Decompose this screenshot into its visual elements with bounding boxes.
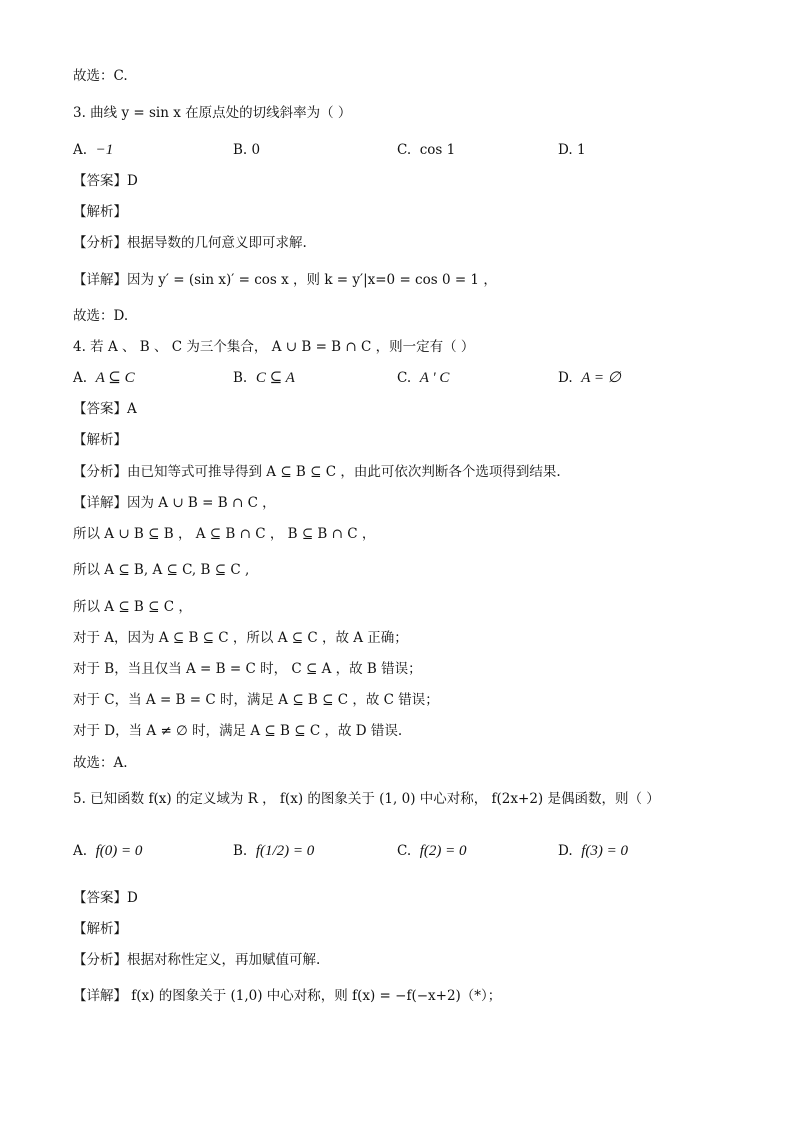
text-line: 对于 C，当 A = B = C 时，满足 A ⊆ B ⊆ C ，故 C 错误； — [73, 692, 439, 708]
text-line: 故选：A. — [73, 755, 128, 771]
text-line: 所以 A ⊆ B ⊆ C ， — [73, 599, 192, 615]
q4-option-c: C. A ' C — [397, 370, 450, 386]
detail-text: 【详解】因为 y′ = (sin x)′ = cos x ，则 k = y′|x=0 = cos 0 = 1 ， — [73, 272, 497, 288]
text-line: 故选：D. — [73, 308, 129, 324]
analysis-label: 【解析】 — [73, 432, 127, 448]
text-line: 所以 A ∪ B ⊆ B ， A ⊆ B ∩ C ， B ⊆ B ∩ C ， — [73, 526, 376, 542]
detail-text: 【详解】因为 A ∪ B = B ∩ C ， — [73, 495, 276, 511]
q4-option-a: A. A ⊆ C — [73, 370, 135, 386]
q3-option-b: B. 0 — [233, 142, 261, 158]
q3-option-d: D. 1 — [558, 142, 586, 158]
detail-text: 【详解】 f(x) 的图象关于 (1,0) 中心对称，则 f(x) = −f(−x+2)（*）； — [73, 988, 502, 1004]
text-line: 对于 A，因为 A ⊆ B ⊆ C ，所以 A ⊆ C ，故 A 正确； — [73, 630, 408, 646]
text-line: 故选：C. — [73, 68, 128, 84]
q5-option-a: A. f(0) = 0 — [73, 843, 143, 859]
question-4-stem: 4. 若 A 、 B 、 C 为三个集合， A ∪ B = B ∩ C ，则一定有（ ） — [73, 339, 475, 355]
analysis-label: 【解析】 — [73, 204, 127, 220]
q5-option-d: D. f(3) = 0 — [558, 843, 629, 859]
question-3-stem: 3. 曲线 y = sin x 在原点处的切线斜率为（ ） — [73, 105, 352, 121]
q3-option-c: C. cos 1 — [397, 142, 456, 158]
text-line: 对于 D，当 A ≠ ∅ 时，满足 A ⊆ B ⊆ C ，故 D 错误. — [73, 723, 403, 739]
text-line: 对于 B，当且仅当 A = B = C 时， C ⊆ A ，故 B 错误； — [73, 661, 422, 677]
analysis-text: 【分析】由已知等式可推导得到 A ⊆ B ⊆ C ，由此可依次判断各个选项得到结果. — [73, 464, 561, 480]
analysis-label: 【解析】 — [73, 921, 127, 937]
q4-option-b: B. C ⊆ A — [233, 370, 295, 386]
analysis-text: 【分析】根据导数的几何意义即可求解. — [73, 235, 307, 251]
text-line: 所以 A ⊆ B, A ⊆ C, B ⊆ C , — [73, 562, 250, 578]
answer-label: 【答案】A — [73, 401, 137, 417]
answer-label: 【答案】D — [73, 173, 138, 189]
q4-option-d: D. A = ∅ — [558, 370, 621, 386]
q3-option-a: A. −1 — [73, 142, 114, 158]
q5-option-b: B. f(1/2) = 0 — [233, 843, 315, 859]
analysis-text: 【分析】根据对称性定义，再加赋值可解. — [73, 952, 321, 968]
q5-option-c: C. f(2) = 0 — [397, 843, 467, 859]
answer-label: 【答案】D — [73, 890, 138, 906]
question-5-stem: 5. 已知函数 f(x) 的定义域为 R ， f(x) 的图象关于 (1, 0) 中心对称， f(2x+2) 是偶函数，则（ ） — [73, 791, 660, 807]
